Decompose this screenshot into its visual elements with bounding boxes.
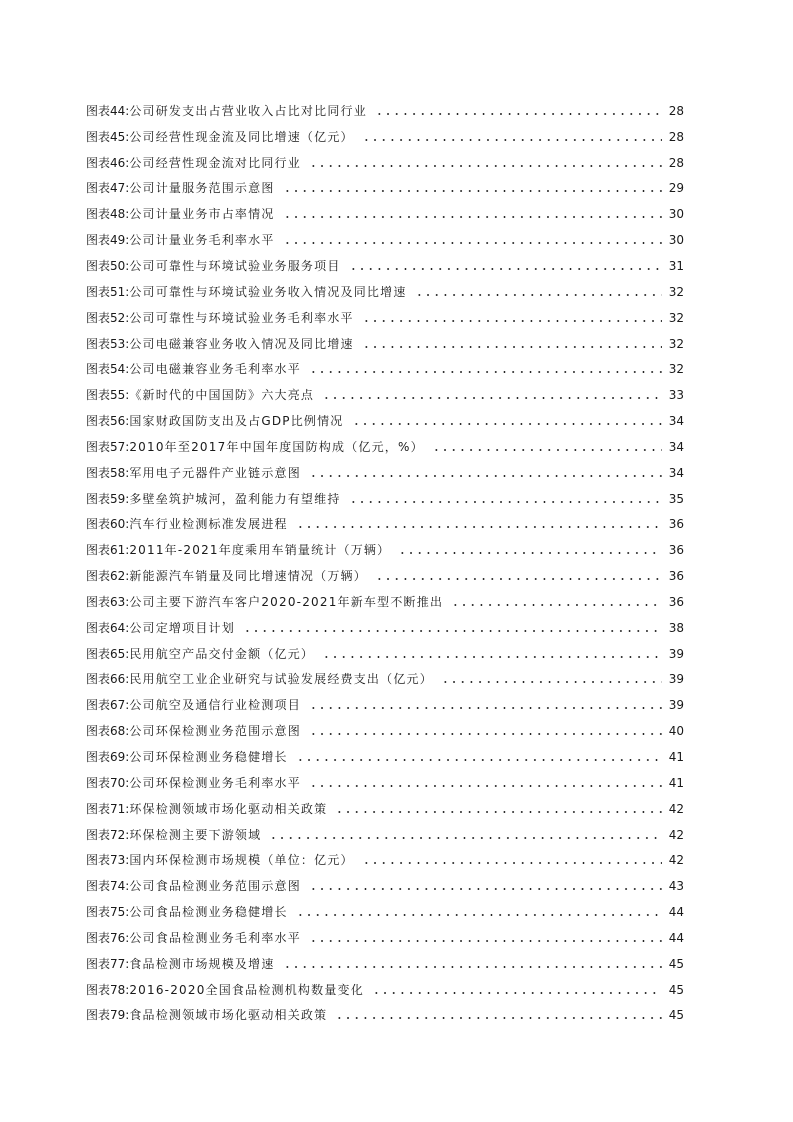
figure-title: 公司可靠性与环境试验业务毛利率水平 [129,310,354,325]
toc-entry[interactable] [86,899,684,925]
figure-title: 公司计量服务范围示意图 [129,181,275,196]
toc-entry[interactable] [86,1003,684,1029]
toc-entry[interactable] [86,201,684,227]
dot-leader [372,992,662,994]
figure-title: 2016-2020全国食品检测机构数量变化 [129,982,364,997]
toc-entry[interactable] [86,460,684,486]
figure-label: 图表72: [86,827,130,842]
figure-title: 公司环保检测业务稳健增长 [129,750,288,765]
figure-label: 图表75: [86,905,130,920]
dot-leader [309,707,662,709]
figure-title: 国家财政国防支出及占GDP比例情况 [129,414,344,429]
toc-entry[interactable] [86,847,684,873]
toc-entry[interactable] [86,873,684,899]
dot-leader [269,837,662,839]
figure-label: 图表77: [86,956,130,971]
figure-title: 公司环保检测业务范围示意图 [129,724,301,739]
toc-entry[interactable] [86,279,684,305]
toc-entry[interactable] [86,305,684,331]
figure-title: 公司电磁兼容业务收入情况及同比增速 [129,336,354,351]
figure-label: 图表57: [86,439,130,454]
page-number: 31 [668,258,684,273]
dot-leader [415,294,662,296]
dot-leader [362,862,662,864]
toc-entry[interactable] [86,124,684,150]
toc-entry[interactable] [86,641,684,667]
figure-label: 图表49: [86,233,130,248]
figure-label: 图表64: [86,620,130,635]
dot-leader [309,785,662,787]
page-number: 36 [668,543,684,558]
dot-leader [309,940,662,942]
page-number: 42 [668,801,684,816]
page-number: 28 [668,129,684,144]
toc-entry[interactable] [86,744,684,770]
page-number: 34 [668,414,684,429]
figure-label: 图表60: [86,517,130,532]
dot-leader [335,1017,662,1019]
toc-entry[interactable] [86,796,684,822]
figure-label: 图表73: [86,853,130,868]
page-number: 32 [668,362,684,377]
toc-entry[interactable] [86,176,684,202]
figure-label: 图表69: [86,750,130,765]
toc-entry[interactable] [86,563,684,589]
page-number: 32 [668,284,684,299]
toc-entry[interactable] [86,977,684,1003]
figure-title: 《新时代的中国国防》六大亮点 [129,388,315,403]
dot-leader [243,630,662,632]
page-number: 28 [668,155,684,170]
dot-leader [398,552,662,554]
figure-label: 图表52: [86,310,130,325]
dot-leader [362,139,662,141]
dot-leader [283,190,662,192]
toc-entry[interactable] [86,512,684,538]
page-number: 43 [668,879,684,894]
toc-entry[interactable] [86,253,684,279]
dot-leader [432,449,662,451]
toc-entry[interactable] [86,925,684,951]
toc-entry[interactable] [86,150,684,176]
figure-label: 图表53: [86,336,130,351]
page-number: 30 [668,233,684,248]
figure-label: 图表58: [86,465,130,480]
figure-label: 图表63: [86,594,130,609]
page-number: 35 [668,491,684,506]
figure-title: 2010年至2017年中国年度国防构成（亿元，%） [129,439,424,454]
figure-title: 公司可靠性与环境试验业务服务项目 [129,258,341,273]
figure-title: 2011年-2021年度乘用车销量统计（万辆） [129,543,391,558]
page-number: 45 [668,1008,684,1023]
page-number: 32 [668,336,684,351]
page-number: 38 [668,620,684,635]
page-number: 40 [668,724,684,739]
toc-entry[interactable] [86,408,684,434]
figure-title: 公司研发支出占营业收入占比对比同行业 [129,103,367,118]
figure-label: 图表54: [86,362,130,377]
page-number: 39 [668,672,684,687]
figure-title: 公司环保检测业务毛利率水平 [129,775,301,790]
page-number: 29 [668,181,684,196]
figure-title: 民用航空工业企业研究与试验发展经费支出（亿元） [129,672,433,687]
figure-title: 公司食品检测业务稳健增长 [129,905,288,920]
dot-leader [309,371,662,373]
figure-label: 图表67: [86,698,130,713]
figure-label: 图表70: [86,775,130,790]
toc-entry[interactable] [86,615,684,641]
figure-label: 图表74: [86,879,130,894]
figure-title: 公司经营性现金流及同比增速（亿元） [129,129,354,144]
figure-label: 图表56: [86,414,130,429]
figure-label: 图表48: [86,207,130,222]
toc-entry[interactable] [86,486,684,512]
toc-entry[interactable] [86,98,684,124]
page-number: 34 [668,439,684,454]
figure-label: 图表66: [86,672,130,687]
toc-entry[interactable] [86,356,684,382]
dot-leader [352,423,662,425]
figure-title: 公司航空及通信行业检测项目 [129,698,301,713]
page-number: 33 [668,388,684,403]
figure-title: 公司食品检测业务范围示意图 [129,879,301,894]
dot-leader [309,165,662,167]
dot-leader [283,216,662,218]
toc-entry[interactable] [86,589,684,615]
figure-title: 多壁垒筑护城河，盈利能力有望维持 [129,491,341,506]
figure-title: 国内环保检测市场规模（单位：亿元） [129,853,354,868]
toc-entry[interactable] [86,822,684,848]
toc-entry[interactable] [86,770,684,796]
toc-entry[interactable] [86,951,684,977]
page-number: 28 [668,103,684,118]
dot-leader [441,681,662,683]
page-number: 44 [668,930,684,945]
figure-title: 军用电子元器件产业链示意图 [129,465,301,480]
page-number: 36 [668,594,684,609]
page-number: 41 [668,750,684,765]
dot-leader [283,242,662,244]
page-number: 34 [668,465,684,480]
dot-leader [296,526,662,528]
page-number: 41 [668,775,684,790]
figure-title: 公司计量业务市占率情况 [129,207,275,222]
figure-title: 公司主要下游汽车客户2020-2021年新车型不断推出 [129,594,444,609]
figure-title: 民用航空产品交付金额（亿元） [129,646,315,661]
figure-label: 图表59: [86,491,130,506]
page-number: 42 [668,827,684,842]
figure-title: 公司计量业务毛利率水平 [129,233,275,248]
toc-entry[interactable] [86,331,684,357]
dot-leader [362,320,662,322]
figure-label: 图表47: [86,181,130,196]
figure-title: 新能源汽车销量及同比增速情况（万辆） [129,569,367,584]
dot-leader [309,475,662,477]
dot-leader [322,656,662,658]
dot-leader [296,914,662,916]
page-number: 36 [668,517,684,532]
dot-leader [375,578,662,580]
page-number: 42 [668,853,684,868]
dot-leader [283,966,662,968]
figure-label: 图表46: [86,155,130,170]
figure-title: 环保检测主要下游领域 [129,827,262,842]
figure-label: 图表79: [86,1008,130,1023]
page-number: 32 [668,310,684,325]
figure-label: 图表68: [86,724,130,739]
page-number: 36 [668,569,684,584]
page-number: 45 [668,982,684,997]
figure-label: 图表45: [86,129,130,144]
toc-entry[interactable] [86,434,684,460]
figure-label: 图表76: [86,930,130,945]
dot-leader [309,733,662,735]
toc-entry[interactable] [86,667,684,693]
figure-title: 公司食品检测业务毛利率水平 [129,930,301,945]
toc-entry[interactable] [86,227,684,253]
dot-leader [309,888,662,890]
toc-entry[interactable] [86,382,684,408]
figure-title: 食品检测领域市场化驱动相关政策 [129,1008,328,1023]
figure-label: 图表50: [86,258,130,273]
figure-title: 食品检测市场规模及增速 [129,956,275,971]
page-number: 44 [668,905,684,920]
figure-title: 汽车行业检测标准发展进程 [129,517,288,532]
dot-leader [362,346,662,348]
figure-label: 图表55: [86,388,130,403]
figure-title: 公司电磁兼容业务毛利率水平 [129,362,301,377]
table-of-figures [86,98,684,1028]
dot-leader [349,268,662,270]
toc-entry[interactable] [86,692,684,718]
figure-label: 图表71: [86,801,130,816]
figure-label: 图表62: [86,569,130,584]
figure-title: 公司可靠性与环境试验业务收入情况及同比增速 [129,284,407,299]
toc-entry[interactable] [86,537,684,563]
dot-leader [349,501,662,503]
dot-leader [375,113,662,115]
page-number: 39 [668,698,684,713]
figure-title: 公司经营性现金流对比同行业 [129,155,301,170]
figure-label: 图表65: [86,646,130,661]
dot-leader [335,811,662,813]
page-number: 30 [668,207,684,222]
figure-label: 图表44: [86,103,130,118]
dot-leader [296,759,662,761]
dot-leader [451,604,662,606]
page-number: 39 [668,646,684,661]
figure-title: 环保检测领域市场化驱动相关政策 [129,801,328,816]
dot-leader [322,397,662,399]
figure-label: 图表61: [86,543,130,558]
figure-label: 图表78: [86,982,130,997]
toc-entry[interactable] [86,718,684,744]
page-number: 45 [668,956,684,971]
figure-label: 图表51: [86,284,130,299]
figure-title: 公司定增项目计划 [129,620,235,635]
